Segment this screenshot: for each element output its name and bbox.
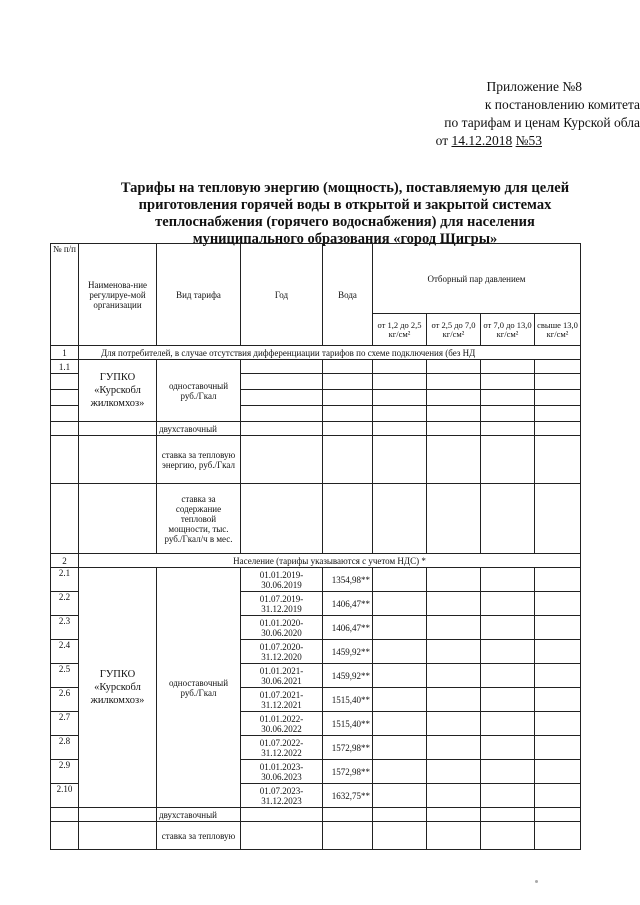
two-rate-label: двухставочный (157, 422, 241, 436)
period-price: 1354,98** (323, 568, 373, 592)
period-price: 1406,47** (323, 616, 373, 640)
period-num: 2.2 (51, 592, 79, 616)
period-price: 1459,92** (323, 664, 373, 688)
period-dates: 01.01.2021-30.06.2021 (241, 664, 323, 688)
period-num: 2.5 (51, 664, 79, 688)
pressure-1: от 1,2 до 2,5 кг/см² (373, 314, 427, 346)
row-1-1-one-rate: одноставочный руб./Гкал (157, 360, 241, 422)
period-price: 1632,75** (323, 784, 373, 808)
decree-date: 14.12.2018 (451, 133, 513, 148)
period-dates: 01.07.2019-31.12.2019 (241, 592, 323, 616)
tariff-table (50, 243, 581, 850)
header-steam: Отборный пар давлением (373, 244, 581, 314)
rate-energy-label: ставка за тепловую энергию, руб./Гкал (157, 436, 241, 484)
row-1-1-num: 1.1 (51, 360, 79, 374)
row-1-1-org: ГУПКО «Курскобл жилкомхоз» (79, 360, 157, 422)
header-org: Наименова-ние регулируе-мой организации (79, 244, 157, 346)
document-title: Тарифы на тепловую энергию (мощность), поставляемую для целей приготовления горячей воды в открытой и закрытой системах теплоснабжения (горячего водоснабжения) для населения муниципального образования «город Щигры» (120, 180, 570, 247)
appendix-line-1: Приложение №8 (486, 79, 582, 94)
period-dates: 01.01.2020-30.06.2020 (241, 616, 323, 640)
period-price: 1459,92** (323, 640, 373, 664)
header-tariff-type: Вид тарифа (157, 244, 241, 346)
period-dates: 01.01.2022-30.06.2022 (241, 712, 323, 736)
pressure-4: свыше 13,0 кг/см² (535, 314, 581, 346)
section2-one-rate: одноставочный руб./Гкал (157, 568, 241, 808)
period-num: 2.10 (51, 784, 79, 808)
rate-energy-label-b: ставка за тепловую (157, 822, 241, 850)
date-prefix: от (435, 133, 452, 148)
pressure-2: от 2,5 до 7,0 кг/см² (427, 314, 481, 346)
period-price: 1572,98** (323, 736, 373, 760)
header-water: Вода (323, 244, 373, 346)
rate-capacity-label: ставка за содержание тепловой мощности, тыс. руб./Гкал/ч в мес. (157, 484, 241, 554)
section2-num: 2 (51, 554, 79, 568)
appendix-block (340, 78, 640, 150)
pressure-3: от 7,0 до 13,0 кг/см² (481, 314, 535, 346)
period-num: 2.6 (51, 688, 79, 712)
period-num: 2.9 (51, 760, 79, 784)
period-price: 1572,98** (323, 760, 373, 784)
appendix-line-3: по тарифам и ценам Курской обла (444, 115, 640, 130)
period-dates: 01.01.2023-30.06.2023 (241, 760, 323, 784)
appendix-date-line (340, 132, 640, 150)
header-num: № п/п (51, 244, 79, 346)
two-rate-label-b: двухставочный (157, 808, 241, 822)
section1-label: Для потребителей, в случае отсутствия дифференциации тарифов по схеме подключения (без НД (79, 346, 581, 360)
period-dates: 01.07.2021-31.12.2021 (241, 688, 323, 712)
decree-number: №53 (515, 133, 542, 148)
header-year: Год (241, 244, 323, 346)
period-dates: 01.07.2023-31.12.2023 (241, 784, 323, 808)
period-num: 2.8 (51, 736, 79, 760)
section2-label: Население (тарифы указываются с учетом НДС) * (79, 554, 581, 568)
period-num: 2.4 (51, 640, 79, 664)
appendix-line-2: к постановлению комитета (484, 97, 640, 112)
scan-dot (535, 880, 538, 883)
section2-org: ГУПКО «Курскобл жилкомхоз» (79, 568, 157, 808)
period-num: 2.1 (51, 568, 79, 592)
period-dates: 01.07.2022-31.12.2022 (241, 736, 323, 760)
section1-num: 1 (51, 346, 79, 360)
period-price: 1406,47** (323, 592, 373, 616)
period-price: 1515,40** (323, 712, 373, 736)
period-dates: 01.01.2019-30.06.2019 (241, 568, 323, 592)
period-dates: 01.07.2020-31.12.2020 (241, 640, 323, 664)
period-num: 2.3 (51, 616, 79, 640)
period-price: 1515,40** (323, 688, 373, 712)
period-num: 2.7 (51, 712, 79, 736)
